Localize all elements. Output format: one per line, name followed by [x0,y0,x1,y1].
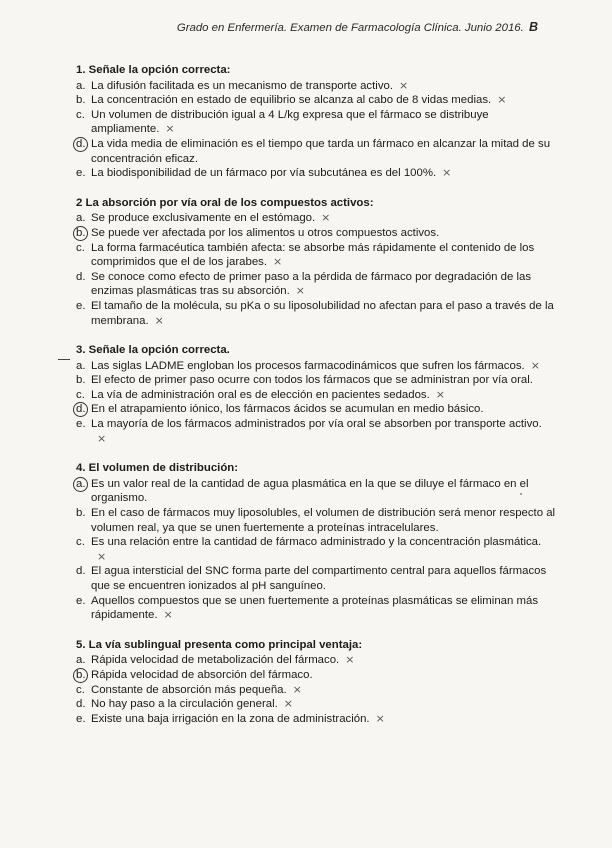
answer-option [76,683,556,698]
answer-option [76,373,556,388]
answer-option [76,359,556,374]
option-letter: e. [76,418,86,431]
answer-option [76,594,556,623]
option-text: Existe una baja irrigación en la zona de administración. [91,712,370,725]
cross-mark-icon: × [321,211,331,225]
option-letter: d. [76,698,86,711]
answer-option [76,166,556,181]
answer-option [76,668,556,683]
cross-mark-icon: × [442,166,452,180]
option-text: La mayoría de los fármacos administrados por vía oral se absorben por transporte activo. [91,418,542,431]
circled-option-letter: b. [76,226,90,241]
cross-mark-icon: × [97,549,107,563]
answer-option [76,506,556,535]
question-title: 5. La vía sublingual presenta como principal ventaja: [76,638,363,651]
answer-option [76,79,556,94]
option-letter: e. [76,594,86,607]
question-2 [76,196,556,328]
question-title: 1. Señale la opción correcta: [76,64,231,76]
cross-mark-icon: × [530,358,540,372]
option-text: La difusión facilitada es un mecanismo de transporte activo. [91,79,394,92]
option-text: En el atrapamiento iónico, los fármacos ácidos se acumulan en medio básico. [91,403,484,416]
header-title: Grado en Enfermería. Examen de Farmacología Clínica. Junio 2016. [176,22,524,34]
answer-option [76,226,556,241]
circled-option-letter: b. [76,668,90,683]
option-letter: d. [76,270,86,283]
option-letter: b. [76,507,86,520]
question-4 [76,461,556,623]
question-list [76,63,556,741]
cross-mark-icon: × [345,653,355,667]
cross-mark-icon: × [97,431,107,445]
answer-option [76,241,556,270]
answer-option [76,388,556,403]
cross-mark-icon: × [273,255,283,269]
cross-mark-icon: × [435,387,445,401]
answer-option [76,697,556,712]
answer-option [76,108,556,137]
cross-mark-icon: × [154,313,164,327]
circled-option-letter: d. [76,402,90,417]
option-text: En el caso de fármacos muy liposolubles, el volumen de distribución será menor respecto al volumen real, ya que se unen fuertemente a proteínas intracelulares. [91,507,556,534]
option-text: Es una relación entre la cantidad de fármaco administrado y la concentración plasmática. [91,536,542,549]
option-text: Las siglas LADME engloban los procesos farmacodinámicos que sufren los fármacos. [91,359,525,372]
cross-mark-icon: × [375,711,385,725]
option-letter: b. [76,94,86,107]
cross-mark-icon: × [283,697,294,711]
answer-option [76,270,556,299]
question-3 [76,343,556,446]
cross-mark-icon: × [497,93,507,107]
option-text: Un volumen de distribución igual a 4 L/kg expresa que el fármaco se distribuye ampliamente. [91,108,489,136]
option-text: No hay paso a la circulación general. [91,698,278,711]
cross-mark-icon: × [295,284,306,298]
option-text: El tamaño de la molécula, su pKa o su liposolubilidad no afectan para el paso a través de la membrana. [91,299,554,327]
option-text: La concentración en estado de equilibrio se alcanza al cabo de 8 vidas medias. [91,94,492,107]
answer-option [76,712,556,727]
option-text: La vida media de eliminación es el tiempo que tarda un fármaco en alcanzar la mitad de su concentración eficaz. [91,137,551,165]
answer-option [76,417,556,446]
question-5 [76,638,556,727]
cross-mark-icon: × [292,682,302,696]
answer-option [76,477,556,506]
margin-dash-mark [58,359,70,360]
option-text: Constante de absorción más pequeña. [91,683,287,696]
option-text: La vía de administración oral es de elección en pacientes sedados. [91,388,430,401]
option-letter: e. [76,167,86,180]
option-letter: e. [76,712,86,725]
answer-option [76,402,556,417]
question-title: 2 La absorción por vía oral de los compuestos activos: [76,196,374,209]
option-letter: c. [76,241,85,254]
option-letter: d. [76,565,86,578]
option-letter: a. [76,359,86,372]
option-text: Se produce exclusivamente en el estómago. [91,212,316,225]
answer-option [76,137,556,166]
question-title: 4. El volumen de distribución: [76,462,239,475]
answer-option [76,564,556,593]
option-text: Rápida velocidad de metabolización del fármaco. [91,654,340,667]
exam-header [177,20,538,34]
option-text: La forma farmacéutica también afecta: se absorbe más rápidamente el contenido de los comprimidos que el de los jarabes. [91,241,535,269]
option-letter: c. [76,388,85,401]
option-letter: c. [76,536,85,549]
option-letter: b. [76,374,86,387]
option-text: Rápida velocidad de absorción del fármaco. [91,668,313,681]
answer-option [76,535,556,564]
answer-option [76,93,556,108]
option-text: La biodisponibilidad de un fármaco por vía subcutánea es del 100%. [91,167,437,180]
answer-option [76,299,556,328]
answer-option [76,653,556,668]
circled-option-letter: d. [76,137,90,152]
option-letter: c. [76,683,85,696]
option-text: Es un valor real de la cantidad de agua plasmática en la que se diluye el fármaco en el organismo. [91,477,529,505]
option-letter: a. [76,212,86,225]
circled-option-letter: a. [76,477,90,492]
option-text: Se puede ver afectada por los alimentos u otros compuestos activos. [91,226,440,239]
option-text: Aquellos compuestos que se unen fuertemente a proteínas plasmáticas se eliminan más rápidamente. [91,594,539,622]
option-text: El efecto de primer paso ocurre con todos los fármacos que se administran por vía oral. [91,374,533,387]
cross-mark-icon: × [163,608,173,622]
option-text: Se conoce como efecto de primer paso a la pérdida de fármaco por degradación de las enzimas plasmáticas tras su absorción. [91,270,532,298]
option-text: El agua intersticial del SNC forma parte del compartimento central para aquellos fármacos que se encuentren ionizados al pH sanguíneo. [91,565,547,592]
exam-version: B [528,20,538,34]
answer-option [76,211,556,226]
cross-mark-icon: × [165,122,175,136]
question-title: 3. Señale la opción correcta. [76,344,230,357]
option-letter: e. [76,299,86,312]
option-letter: a. [76,79,86,92]
option-letter: a. [76,654,86,667]
cross-mark-icon: × [399,78,409,92]
question-1 [76,63,556,181]
option-letter: c. [76,108,85,121]
